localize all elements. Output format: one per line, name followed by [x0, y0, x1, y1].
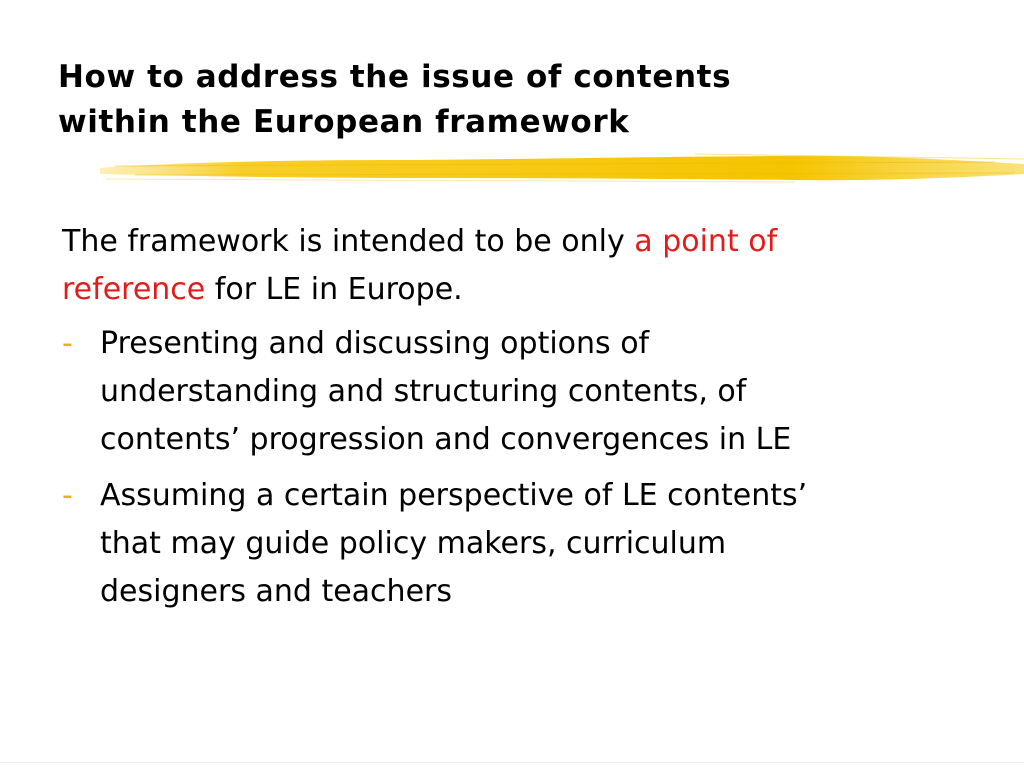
intro-highlight-1: a point of	[634, 224, 778, 259]
intro-line-1	[62, 218, 962, 266]
bullet-line: designers and teachers	[100, 574, 452, 609]
slide-title-line-1: How to address the issue of contents	[58, 59, 732, 95]
bullet-line: understanding and structuring contents, of	[100, 374, 747, 409]
slide-title	[58, 55, 958, 145]
intro-text-prefix: The framework is intended to be only	[62, 224, 635, 259]
intro-line-2	[62, 266, 962, 314]
bullet-line: Assuming a certain perspective of LE contents’	[100, 478, 808, 513]
bullet-line: that may guide policy makers, curriculum	[100, 526, 727, 561]
intro-highlight-2: reference	[62, 272, 206, 307]
title-underline-brush	[95, 148, 1024, 190]
bullet-line: Presenting and discussing options of	[100, 326, 650, 361]
bullet-line: contents’ progression and convergences in LE	[100, 422, 792, 457]
bottom-divider	[0, 762, 1024, 763]
slide-title-line-2: within the European framework	[58, 104, 630, 140]
dash-bullet-icon: -	[62, 478, 73, 513]
dash-bullet-icon: -	[62, 326, 73, 361]
bullet-item	[62, 320, 962, 464]
intro-paragraph	[62, 218, 962, 314]
bullet-item	[62, 472, 962, 616]
intro-text-suffix: for LE in Europe.	[205, 272, 463, 307]
slide-body	[62, 218, 962, 624]
